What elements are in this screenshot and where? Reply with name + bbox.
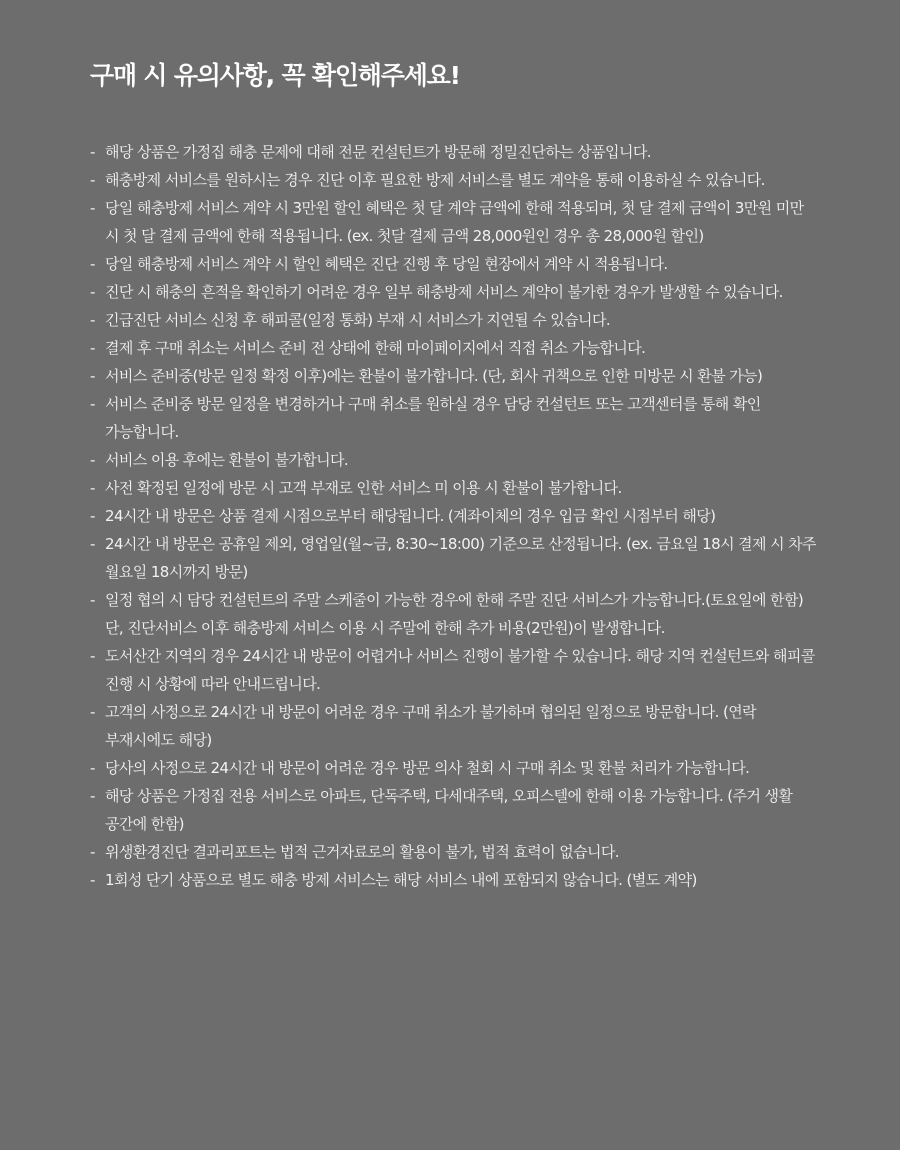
notice-item	[90, 530, 820, 586]
bullet-dash: -	[90, 255, 95, 273]
bullet-dash: -	[90, 703, 95, 721]
notice-item	[90, 642, 820, 698]
notice-item-text: 긴급진단 서비스 신청 후 해피콜(일정 통화) 부재 시 서비스가 지연될 수 있습니다.	[105, 311, 611, 329]
bullet-dash: -	[90, 479, 95, 497]
bullet-dash: -	[90, 171, 95, 189]
notice-item-text: 위생환경진단 결과리포트는 법적 근거자료로의 활용이 불가, 법적 효력이 없습니다.	[105, 843, 619, 861]
notice-item-text: 결제 후 구매 취소는 서비스 준비 전 상태에 한해 마이페이지에서 직접 취소 가능합니다.	[105, 339, 646, 357]
bullet-dash: -	[90, 283, 95, 301]
bullet-dash: -	[90, 535, 95, 553]
notice-item	[90, 362, 820, 390]
notice-item	[90, 782, 820, 838]
bullet-dash: -	[90, 395, 95, 413]
notice-item-text: 일정 협의 시 담당 컨설턴트의 주말 스케줄이 가능한 경우에 한해 주말 진단 서비스가 가능합니다.(토요일에 한함) 단, 진단서비스 이후 해충방제 서비스 이용 시 주말에 한해 추가 비용(2만원)이 발생합니다.	[105, 591, 804, 637]
notice-item	[90, 166, 820, 194]
notice-item-text: 당일 해충방제 서비스 계약 시 할인 혜택은 진단 진행 후 당일 현장에서 계약 시 적용됩니다.	[105, 255, 668, 273]
notice-item-text: 해충방제 서비스를 원하시는 경우 진단 이후 필요한 방제 서비스를 별도 계약을 통해 이용하실 수 있습니다.	[105, 171, 765, 189]
notice-item	[90, 250, 820, 278]
notice-item-text: 서비스 이용 후에는 환불이 불가합니다.	[105, 451, 349, 469]
notice-item-text: 해당 상품은 가정집 해충 문제에 대해 전문 컨설턴트가 방문해 정밀진단하는 상품입니다.	[105, 143, 651, 161]
bullet-dash: -	[90, 143, 95, 161]
purchase-notice-section	[90, 52, 820, 894]
notice-item-text: 진단 시 해충의 흔적을 확인하기 어려운 경우 일부 해충방제 서비스 계약이 불가한 경우가 발생할 수 있습니다.	[105, 283, 783, 301]
notice-item	[90, 390, 820, 446]
notice-item-text: 해당 상품은 가정집 전용 서비스로 아파트, 단독주택, 다세대주택, 오피스텔에 한해 이용 가능합니다. (주거 생활 공간에 한함)	[105, 787, 793, 833]
notice-item	[90, 446, 820, 474]
notice-item	[90, 866, 820, 894]
bullet-dash: -	[90, 367, 95, 385]
notice-item	[90, 754, 820, 782]
notice-item-text: 도서산간 지역의 경우 24시간 내 방문이 어렵거나 서비스 진행이 불가할 수 있습니다. 해당 지역 컨설턴트와 해피콜 진행 시 상황에 따라 안내드립니다.	[105, 647, 815, 693]
notice-item-text: 고객의 사정으로 24시간 내 방문이 어려운 경우 구매 취소가 불가하며 협의된 일정으로 방문합니다. (연락 부재시에도 해당)	[105, 703, 756, 749]
notice-list	[90, 138, 820, 894]
bullet-dash: -	[90, 843, 95, 861]
notice-item-text: 당사의 사정으로 24시간 내 방문이 어려운 경우 방문 의사 철회 시 구매 취소 및 환불 처리가 가능합니다.	[105, 759, 750, 777]
bullet-dash: -	[90, 311, 95, 329]
bullet-dash: -	[90, 871, 95, 889]
notice-item-text: 24시간 내 방문은 공휴일 제외, 영업일(월~금, 8:30~18:00) 기준으로 산정됩니다. (ex. 금요일 18시 결제 시 차주 월요일 18시까지 방문)	[105, 535, 816, 581]
notice-item	[90, 838, 820, 866]
bullet-dash: -	[90, 199, 95, 217]
notice-item-text: 사전 확정된 일정에 방문 시 고객 부재로 인한 서비스 미 이용 시 환불이 불가합니다.	[105, 479, 622, 497]
notice-item	[90, 306, 820, 334]
notice-item-text: 당일 해충방제 서비스 계약 시 3만원 할인 혜택은 첫 달 계약 금액에 한해 적용되며, 첫 달 결제 금액이 3만원 미만 시 첫 달 결제 금액에 한해 적용됩니다. (ex. 첫달 결제 금액 28,000원인 경우 총 28,000원 할인)	[105, 199, 804, 245]
notice-item	[90, 278, 820, 306]
notice-item	[90, 138, 820, 166]
bullet-dash: -	[90, 787, 95, 805]
notice-item-text: 서비스 준비중 방문 일정을 변경하거나 구매 취소를 원하실 경우 담당 컨설턴트 또는 고객센터를 통해 확인 가능합니다.	[105, 395, 761, 441]
notice-item	[90, 474, 820, 502]
notice-title: 구매 시 유의사항, 꼭 확인해주세요!	[90, 61, 460, 90]
notice-item	[90, 698, 820, 754]
bullet-dash: -	[90, 451, 95, 469]
bullet-dash: -	[90, 647, 95, 665]
notice-item-text: 서비스 준비중(방문 일정 확정 이후)에는 환불이 불가합니다. (단, 회사 귀책으로 인한 미방문 시 환불 가능)	[105, 367, 763, 385]
bullet-dash: -	[90, 339, 95, 357]
bullet-dash: -	[90, 591, 95, 609]
bullet-dash: -	[90, 759, 95, 777]
notice-item	[90, 502, 820, 530]
notice-item	[90, 334, 820, 362]
notice-item-text: 24시간 내 방문은 상품 결제 시점으로부터 해당됩니다. (계좌이체의 경우 입금 확인 시점부터 해당)	[105, 507, 716, 525]
bullet-dash: -	[90, 507, 95, 525]
notice-item	[90, 194, 820, 250]
notice-item-text: 1회성 단기 상품으로 별도 해충 방제 서비스는 해당 서비스 내에 포함되지 않습니다. (별도 계약)	[105, 871, 697, 889]
notice-item	[90, 586, 820, 642]
